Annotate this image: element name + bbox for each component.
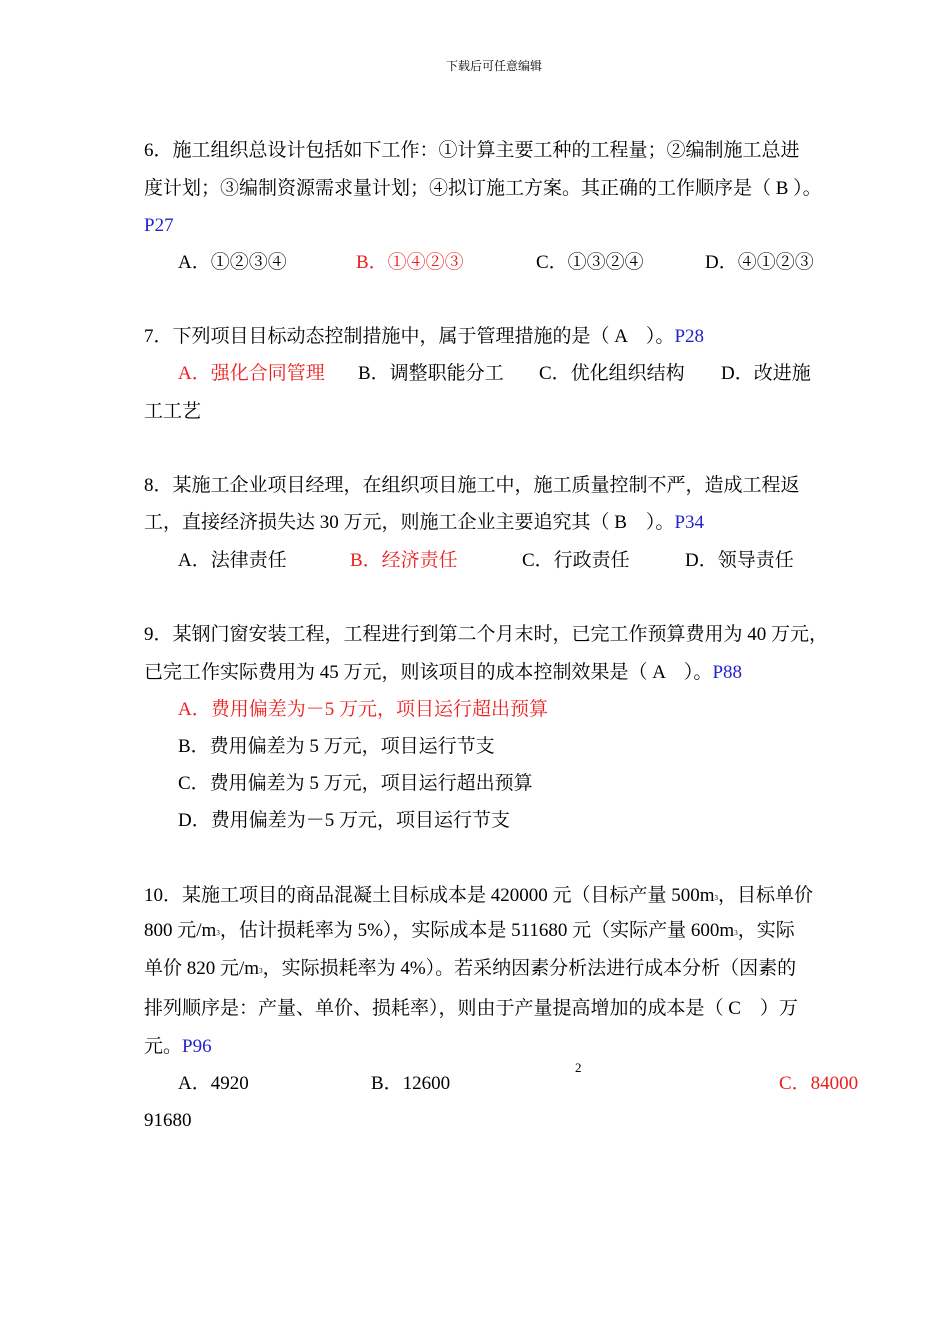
q7-stem: 7．下列项目目标动态控制措施中，属于管理措施的是（ A ）。	[144, 326, 675, 347]
cubic-superscript: 3	[714, 894, 719, 902]
q10-line2-tail: ，实际	[737, 920, 795, 941]
q10-line3	[144, 957, 796, 984]
q7-option-d: D．改进施	[721, 363, 811, 384]
q10-line1-text: 10．某施工项目的商品混凝土目标成本是 420000 元（目标产量 500m	[144, 885, 715, 906]
cubic-superscript: 3	[734, 929, 738, 937]
q7-page-ref: P28	[674, 326, 705, 347]
q7-line1	[144, 325, 704, 349]
q8-line1: 8．某施工企业项目经理，在组织项目施工中，施工质量控制不严，造成工程返	[144, 475, 800, 496]
page-number: 2	[575, 1060, 582, 1075]
q6-option-a: A．①②③④	[178, 252, 287, 273]
q7-option-b: B．调整职能分工	[358, 363, 504, 384]
q10-line4: 排列顺序是：产量、单价、损耗率），则由于产量提高增加的成本是（ C ）万	[144, 998, 798, 1019]
cubic-superscript: 3	[216, 929, 220, 937]
q10-line5	[144, 1035, 212, 1059]
q10-option-a: A．4920	[178, 1073, 249, 1094]
q10-line2-mid: ，估计损耗率为 5%），实际成本是 511680 元（实际产量 600m	[219, 920, 735, 941]
q9-line1: 9．某钢门窗安装工程，工程进行到第二个月末时，已完工作预算费用为 40 万元，	[144, 624, 829, 645]
q10-line3-text: 单价 820 元/m	[144, 958, 260, 979]
q9-option-b: B．费用偏差为 5 万元，项目运行节支	[178, 736, 495, 757]
q6-option-c: C．①③②④	[536, 252, 644, 273]
cubic-superscript: 3	[259, 967, 263, 975]
q9-option-c: C．费用偏差为 5 万元，项目运行超出预算	[178, 773, 533, 794]
q6-line2: 度计划；③编制资源需求量计划；④拟订施工方案。其正确的工作顺序是（ B ）。	[144, 178, 822, 199]
q10-line3-tail: ，实际损耗率为 4%）。若采纳因素分析法进行成本分析（因素的	[262, 958, 797, 979]
q9-option-a: A．费用偏差为－5 万元，项目运行超出预算	[178, 699, 548, 720]
q7-option-d-continued: 工工艺	[144, 401, 202, 422]
q8-stem: 工，直接经济损失达 30 万元，则施工企业主要追究其（ B ）。	[144, 512, 675, 533]
q8-option-d: D．领导责任	[685, 550, 794, 571]
q10-option-b: B．12600	[371, 1073, 451, 1094]
q8-page-ref: P34	[674, 512, 705, 533]
q10-page-ref: P96	[182, 1036, 212, 1057]
q7-option-c: C．优化组织结构	[539, 363, 685, 384]
q10-line1-tail: ，目标单价	[718, 885, 814, 906]
q6-option-d: D．④①②③	[705, 252, 814, 273]
q9-page-ref: P88	[712, 662, 743, 683]
q10-option-c: C．84000	[779, 1073, 859, 1094]
q8-line2	[144, 511, 704, 535]
q10-line2-text: 800 元/m	[144, 920, 217, 941]
q8-option-a: A．法律责任	[178, 550, 287, 571]
q9-stem: 已完工作实际费用为 45 万元，则该项目的成本控制效果是（ A ）。	[144, 662, 713, 683]
q10-line1	[144, 884, 813, 911]
q10-stem-end: 元。	[144, 1036, 183, 1057]
page-header: 下载后可任意编辑	[446, 59, 543, 73]
q6-page-ref: P27	[144, 215, 174, 236]
q8-option-b: B．经济责任	[350, 550, 458, 571]
q6-option-b: B．①④②③	[356, 252, 464, 273]
q8-option-c: C．行政责任	[522, 550, 630, 571]
q9-line2	[144, 661, 742, 685]
q7-option-a: A．强化合同管理	[178, 363, 325, 384]
q10-line2	[144, 919, 795, 946]
q6-line1: 6．施工组织总设计包括如下工作：①计算主要工种的工程量；②编制施工总进	[144, 140, 800, 161]
q10-option-d-continued: 91680	[144, 1110, 192, 1131]
q9-option-d: D．费用偏差为－5 万元，项目运行节支	[178, 810, 510, 831]
